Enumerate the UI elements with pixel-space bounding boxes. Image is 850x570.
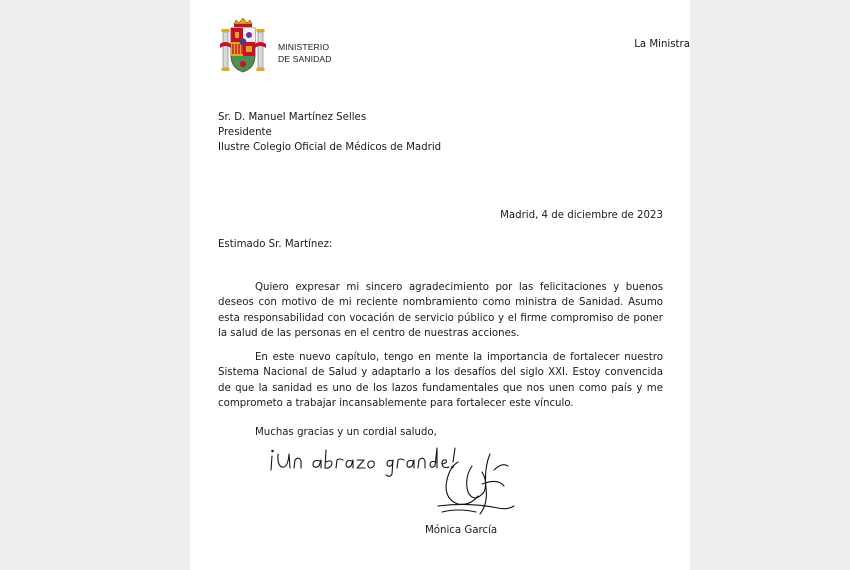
ministry-line-2: DE SANIDAD [278, 53, 332, 64]
closing: Muchas gracias y un cordial saludo, [255, 427, 437, 438]
coat-of-arms-spain-icon [220, 18, 266, 76]
recipient-role: Presidente [218, 127, 272, 138]
handwritten-signature [428, 448, 524, 528]
ministry-line-1: MINISTERIO [278, 42, 330, 52]
greeting: Estimado Sr. Martínez: [218, 239, 333, 250]
office-title: La Ministra [634, 39, 690, 50]
body-paragraph-2: En este nuevo capítulo, tengo en mente la importancia de fortalecer nuestro Sistema Nacional de Salud y adaptarlo a los desafíos del siglo XXI. Estoy convencida de que la sanidad es uno de los lazos fundamentales que nos unen como país y me comprometo a trabajar incansablemente para fortalecer este vínculo. [218, 352, 663, 409]
recipient-organization: Ilustre Colegio Oficial de Médicos de Madrid [218, 142, 442, 153]
letter-page [190, 0, 690, 570]
body-paragraph-1: Quiero expresar mi sincero agradecimiento por las felicitaciones y buenos deseos con motivo de mi reciente nombramiento como ministra de Sanidad. Asumo esta responsabilidad con vocación de servicio público y el firme compromiso de poner la salud de las personas en el centro de nuestras acciones. [218, 282, 663, 339]
signer-name: Mónica García [425, 525, 498, 536]
ministry-name [278, 42, 332, 65]
recipient-name: Sr. D. Manuel Martínez Selles [218, 112, 367, 123]
letter-date: Madrid, 4 de diciembre de 2023 [500, 210, 663, 221]
